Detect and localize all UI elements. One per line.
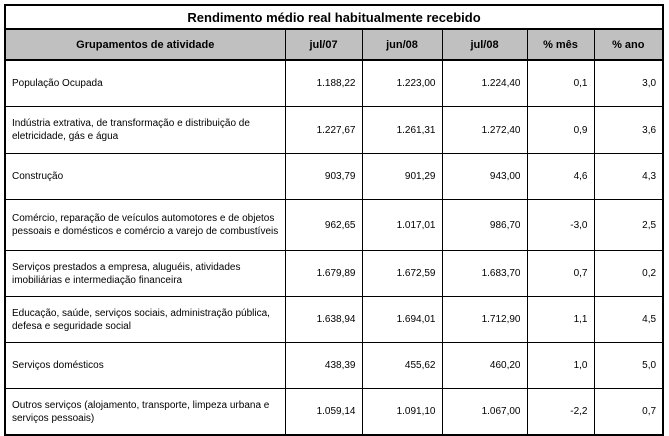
cell-jul08: 943,00 bbox=[442, 154, 527, 200]
income-table bbox=[4, 4, 664, 436]
header-activity-group: Grupamentos de atividade bbox=[5, 29, 285, 60]
cell-pct-year: 5,0 bbox=[594, 343, 663, 389]
cell-jul07: 1.638,94 bbox=[285, 297, 362, 343]
cell-jun08: 1.694,01 bbox=[362, 297, 442, 343]
cell-jul07: 1.679,89 bbox=[285, 251, 362, 297]
cell-pct-month: 0,9 bbox=[527, 107, 594, 154]
cell-jul07: 962,65 bbox=[285, 200, 362, 251]
table-row bbox=[5, 200, 663, 251]
cell-jul07: 438,39 bbox=[285, 343, 362, 389]
cell-pct-year: 4,5 bbox=[594, 297, 663, 343]
table-row bbox=[5, 343, 663, 389]
cell-pct-month: 1,1 bbox=[527, 297, 594, 343]
cell-jul08: 1.224,40 bbox=[442, 60, 527, 107]
cell-pct-month: 0,7 bbox=[527, 251, 594, 297]
cell-pct-month: 4,6 bbox=[527, 154, 594, 200]
header-pct-year: % ano bbox=[594, 29, 663, 60]
cell-pct-month: -3,0 bbox=[527, 200, 594, 251]
cell-jun08: 1.672,59 bbox=[362, 251, 442, 297]
cell-pct-month: 1,0 bbox=[527, 343, 594, 389]
cell-pct-year: 2,5 bbox=[594, 200, 663, 251]
cell-jun08: 1.261,31 bbox=[362, 107, 442, 154]
row-label: Comércio, reparação de veículos automotores e de objetos pessoais e domésticos e comércio a varejo de combustíveis bbox=[5, 200, 285, 251]
row-label: Serviços prestados a empresa, aluguéis, atividades imobiliárias e intermediação financeira bbox=[5, 251, 285, 297]
header-pct-month: % mês bbox=[527, 29, 594, 60]
row-label: Indústria extrativa, de transformação e distribuição de eletricidade, gás e água bbox=[5, 107, 285, 154]
cell-pct-year: 0,7 bbox=[594, 389, 663, 436]
cell-jul08: 1.067,00 bbox=[442, 389, 527, 436]
cell-jul08: 1.712,90 bbox=[442, 297, 527, 343]
row-label: Outros serviços (alojamento, transporte, limpeza urbana e serviços pessoais) bbox=[5, 389, 285, 436]
header-jul07: jul/07 bbox=[285, 29, 362, 60]
cell-pct-year: 3,0 bbox=[594, 60, 663, 107]
row-label: Serviços domésticos bbox=[5, 343, 285, 389]
cell-jul07: 1.227,67 bbox=[285, 107, 362, 154]
cell-pct-month: 0,1 bbox=[527, 60, 594, 107]
row-label: Construção bbox=[5, 154, 285, 200]
cell-jun08: 1.223,00 bbox=[362, 60, 442, 107]
cell-jul08: 1.272,40 bbox=[442, 107, 527, 154]
header-jul08: jul/08 bbox=[442, 29, 527, 60]
cell-jul07: 1.188,22 bbox=[285, 60, 362, 107]
table-body bbox=[5, 60, 663, 435]
table-row bbox=[5, 251, 663, 297]
table-row bbox=[5, 107, 663, 154]
cell-pct-year: 4,3 bbox=[594, 154, 663, 200]
header-jun08: jun/08 bbox=[362, 29, 442, 60]
cell-jul07: 1.059,14 bbox=[285, 389, 362, 436]
cell-jun08: 1.091,10 bbox=[362, 389, 442, 436]
cell-jul08: 986,70 bbox=[442, 200, 527, 251]
cell-pct-year: 0,2 bbox=[594, 251, 663, 297]
cell-jul08: 460,20 bbox=[442, 343, 527, 389]
header-row bbox=[5, 29, 663, 60]
cell-pct-year: 3,6 bbox=[594, 107, 663, 154]
income-table-container bbox=[4, 4, 662, 436]
cell-jun08: 901,29 bbox=[362, 154, 442, 200]
cell-jun08: 455,62 bbox=[362, 343, 442, 389]
row-label: Educação, saúde, serviços sociais, administração pública, defesa e seguridade social bbox=[5, 297, 285, 343]
cell-jun08: 1.017,01 bbox=[362, 200, 442, 251]
cell-jul08: 1.683,70 bbox=[442, 251, 527, 297]
cell-jul07: 903,79 bbox=[285, 154, 362, 200]
row-label: População Ocupada bbox=[5, 60, 285, 107]
cell-pct-month: -2,2 bbox=[527, 389, 594, 436]
table-title: Rendimento médio real habitualmente recebido bbox=[5, 5, 663, 29]
table-row bbox=[5, 60, 663, 107]
table-row bbox=[5, 297, 663, 343]
table-row bbox=[5, 389, 663, 436]
table-row bbox=[5, 154, 663, 200]
